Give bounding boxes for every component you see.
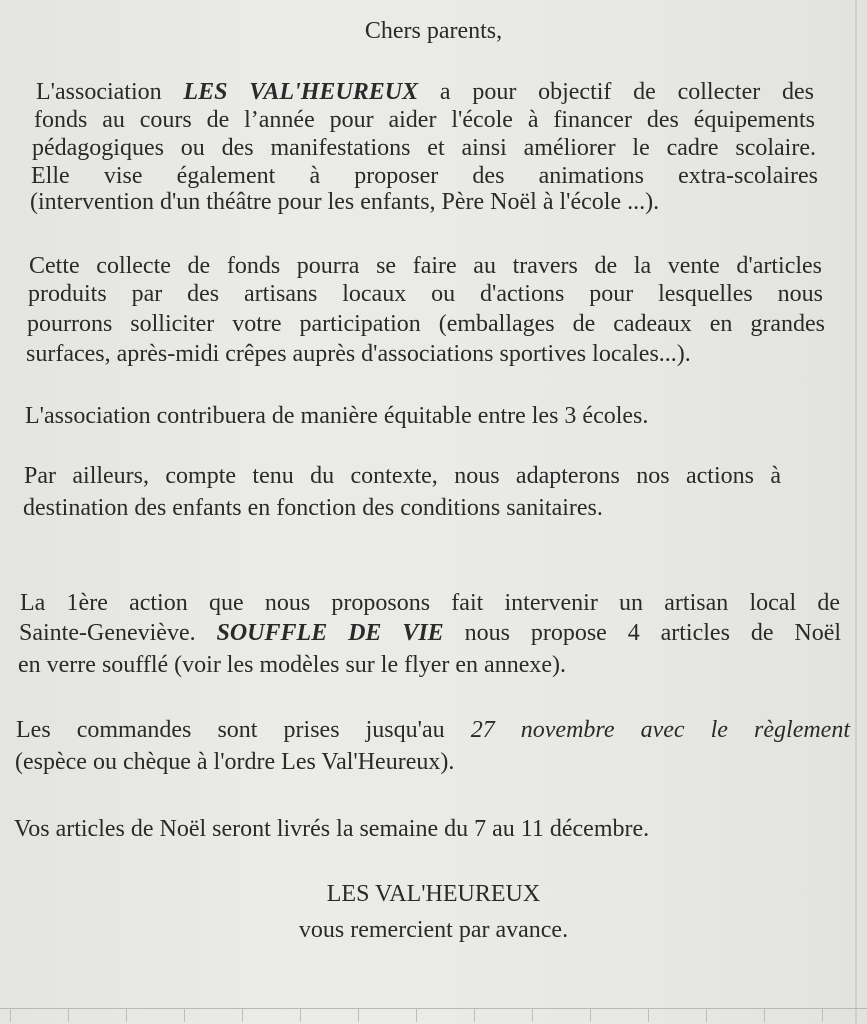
p5-line-2-text-c: nous propose 4 articles de Noël bbox=[443, 620, 842, 646]
bottom-ruler bbox=[0, 1006, 867, 1024]
order-deadline: 27 novembre avec le règlement bbox=[470, 717, 850, 743]
p4-line-1: Par ailleurs, compte tenu du contexte, nous adapterons nos actions à bbox=[24, 463, 781, 489]
p6-line-2: (espèce ou chèque à l'ordre Les Val'Heureux). bbox=[15, 749, 455, 775]
signature-thanks: vous remercient par avance. bbox=[298, 917, 569, 943]
ruler-tick bbox=[242, 1008, 243, 1022]
ruler-tick bbox=[416, 1008, 417, 1022]
ruler-tick bbox=[590, 1008, 591, 1022]
p1-line-1 bbox=[36, 78, 814, 106]
ruler-tick bbox=[10, 1008, 11, 1022]
p1-line-5: (intervention d'un théâtre pour les enfants, Père Noël à l'école ...). bbox=[30, 189, 660, 215]
p5-line-1: La 1ère action que nous proposons fait intervenir un artisan local de bbox=[20, 590, 840, 616]
p2-line-3: pourrons solliciter votre participation (emballages de cadeaux en grandes bbox=[27, 311, 825, 337]
ruler-tick bbox=[474, 1008, 475, 1022]
p5-line-2-text-a: Sainte-Geneviève. bbox=[19, 620, 217, 646]
p2-line-4: surfaces, après-midi crêpes auprès d'associations sportives locales...). bbox=[26, 341, 691, 367]
p1-line-4: Elle vise également à proposer des animations extra-scolaires bbox=[31, 163, 818, 189]
p3-line: L'association contribuera de manière équitable entre les 3 écoles. bbox=[25, 403, 649, 429]
p5-line-3: en verre soufflé (voir les modèles sur le flyer en annexe). bbox=[18, 652, 567, 678]
association-name: LES VAL'HEUREUX bbox=[183, 79, 419, 105]
ruler-tick bbox=[68, 1008, 69, 1022]
ruler-tick bbox=[648, 1008, 649, 1022]
p1-line-1-text-c: a pour objectif de collecter des bbox=[418, 79, 814, 105]
ruler-tick bbox=[358, 1008, 359, 1022]
ruler-tick bbox=[822, 1008, 823, 1022]
p1-line-3: pédagogiques ou des manifestations et ainsi améliorer le cadre scolaire. bbox=[32, 135, 816, 161]
p6-line-1-text-a: Les commandes sont prises jusqu'au bbox=[16, 717, 471, 743]
p2-line-2: produits par des artisans locaux ou d'actions pour lesquelles nous bbox=[28, 281, 823, 307]
ruler-tick bbox=[300, 1008, 301, 1022]
p7-line: Vos articles de Noël seront livrés la semaine du 7 au 11 décembre. bbox=[14, 816, 650, 842]
page-edge-rule bbox=[855, 0, 857, 1024]
signature-name: LES VAL'HEUREUX bbox=[326, 881, 541, 907]
ruler-tick bbox=[706, 1008, 707, 1022]
ruler-tick bbox=[126, 1008, 127, 1022]
greeting: Chers parents, bbox=[364, 18, 503, 44]
p2-line-1: Cette collecte de fonds pourra se faire au travers de la vente d'articles bbox=[29, 253, 822, 279]
p4-line-2: destination des enfants en fonction des conditions sanitaires. bbox=[23, 495, 603, 521]
p5-line-2 bbox=[19, 619, 841, 647]
p1-line-2: fonds au cours de l’année pour aider l'école à financer des équipements bbox=[34, 107, 815, 133]
p6-line-1 bbox=[16, 716, 850, 744]
ruler-tick bbox=[764, 1008, 765, 1022]
bottom-ruler-line bbox=[0, 1008, 867, 1009]
ruler-tick bbox=[184, 1008, 185, 1022]
p1-line-1-text-a: L'association bbox=[36, 79, 184, 105]
ruler-tick bbox=[532, 1008, 533, 1022]
artisan-name: SOUFFLE DE VIE bbox=[216, 620, 444, 646]
